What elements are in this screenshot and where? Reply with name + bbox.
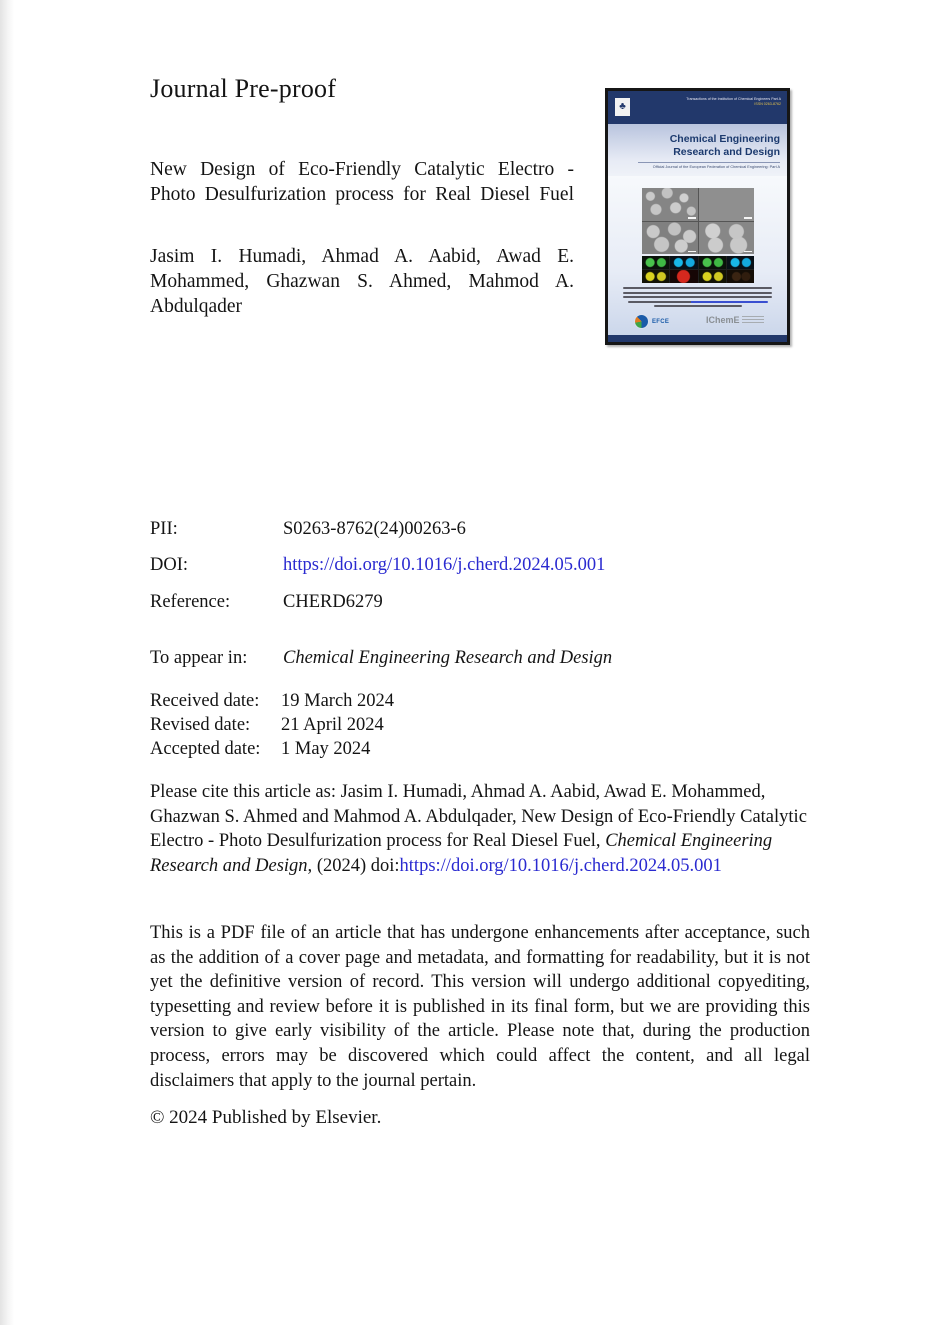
cover-journal-subtitle: Official Journal of the European Federation of Chemical Engineering: Part A [638,162,780,170]
pii-label: PII: [150,519,178,539]
cover-journal-title [608,133,780,158]
citation-year: (2024) [312,855,371,876]
fluorescence-panel [642,270,669,283]
sem-micrograph [699,188,755,221]
to-appear-in-value: Chemical Engineering Research and Design [283,648,613,668]
citation-doi-link[interactable]: https://doi.org/10.1016/j.cherd.2024.05.001 [399,855,722,876]
citation-text: Please cite this article as: Jasim I. Humadi, Ahmad A. Aabid, Awad E. Mohammed, Ghazwan S. Ahmed and Mahmod A. Abdulqader, New Design of Eco-Friendly Catalytic Electro - Photo Desulfurization process for Real Diesel Fuel, [150,782,807,852]
citation-doi-prefix: doi: [370,855,400,876]
scale-bar [744,217,752,219]
received-date-row [150,691,395,712]
fluorescence-panel [670,270,697,283]
doi-label: DOI: [150,555,189,575]
page-title: Journal Pre-proof [150,74,337,103]
cover-body [608,176,787,335]
citation-paragraph [150,780,815,878]
to-appear-in-row [150,648,613,669]
sem-micrograph [699,222,755,255]
efce-logo-icon [634,314,649,329]
reference-label: Reference: [150,592,231,612]
authors-line3: Abdulqader [150,296,243,317]
elsevier-tree-icon: ♣ [615,98,630,116]
icheme-logo-label: IChemE [706,315,740,325]
copyright-line: © 2024 Published by Elsevier. [150,1107,382,1128]
scale-bar [688,217,696,219]
revised-date-label: Revised date: [150,715,251,735]
pii-value: S0263-8762(24)00263-6 [283,519,466,539]
fluorescence-panel-grid [642,256,754,283]
citation-journal-name: Chemical Engineering Research and Design, [150,831,773,876]
fluorescence-panel [727,256,754,269]
received-date-value: 19 March 2024 [281,691,395,711]
efce-logo [634,314,669,329]
authors-line1: Jasim I. Humadi, Ahmad A. Aabid, Awad E. [150,246,574,267]
cover-masthead-line1: Transactions of the Institution of Chemical Engineers Part A [686,97,781,101]
to-appear-in-label: To appear in: [150,648,248,668]
cover-logos-row [608,310,787,336]
icheme-logo [706,315,764,325]
article-title-line1: New Design of Eco-Friendly Catalytic Electro - [150,159,574,180]
cover-bottom-band [608,335,787,342]
received-date-label: Received date: [150,691,260,711]
fluorescence-panel [699,256,726,269]
accepted-date-row [150,739,371,760]
pii-row [150,519,466,540]
doi-row [150,555,606,576]
fluorescence-panel [727,270,754,283]
article-title [150,157,574,207]
article-authors [150,244,574,319]
sem-micrograph-grid [642,188,754,254]
fluorescence-panel [699,270,726,283]
cover-masthead-band [608,91,787,124]
fluorescence-panel [642,256,669,269]
revised-date-value: 21 April 2024 [281,715,384,735]
doi-link[interactable]: https://doi.org/10.1016/j.cherd.2024.05.001 [283,555,606,575]
cover-journal-title-line1: Chemical Engineering [669,133,780,145]
cover-caption-lines [622,287,773,310]
accepted-date-label: Accepted date: [150,739,261,759]
disclaimer-paragraph: This is a PDF file of an article that has undergone enhancements after acceptance, such as the addition of a cover page and metadata, and formatting for readability, but it is not yet the definitive version of record. This version will undergo additional copyediting, typesetting and review before it is published in its final form, but we are providing this version to give early visibility of the article. Please note that, during the production process, errors may be discovered which could affect the content, and all legal disclaimers that apply to the journal pertain. [150,923,810,1091]
cover-masthead-text [651,97,781,107]
icheme-logo-tagline [742,316,764,325]
sem-micrograph [642,188,698,221]
reference-value: CHERD6279 [283,592,383,612]
scale-bar [688,251,696,253]
sem-micrograph [642,222,698,255]
authors-line2: Mohammed, Ghazwan S. Ahmed, Mahmod A. [150,271,574,292]
revised-date-row [150,715,384,736]
reference-row [150,592,383,613]
fluorescence-panel [670,256,697,269]
cover-title-band [608,124,787,176]
page-edge-shadow [0,0,14,1325]
efce-logo-label: EFCE [652,318,670,325]
journal-cover-image [605,88,790,345]
cover-journal-title-line2: Research and Design [673,145,780,158]
scale-bar [744,251,752,253]
cover-issn: ISSN 0263-8762 [754,102,781,106]
accepted-date-value: 1 May 2024 [281,739,371,759]
article-title-line2: Photo Desulfurization process for Real Diesel Fuel [150,184,574,205]
